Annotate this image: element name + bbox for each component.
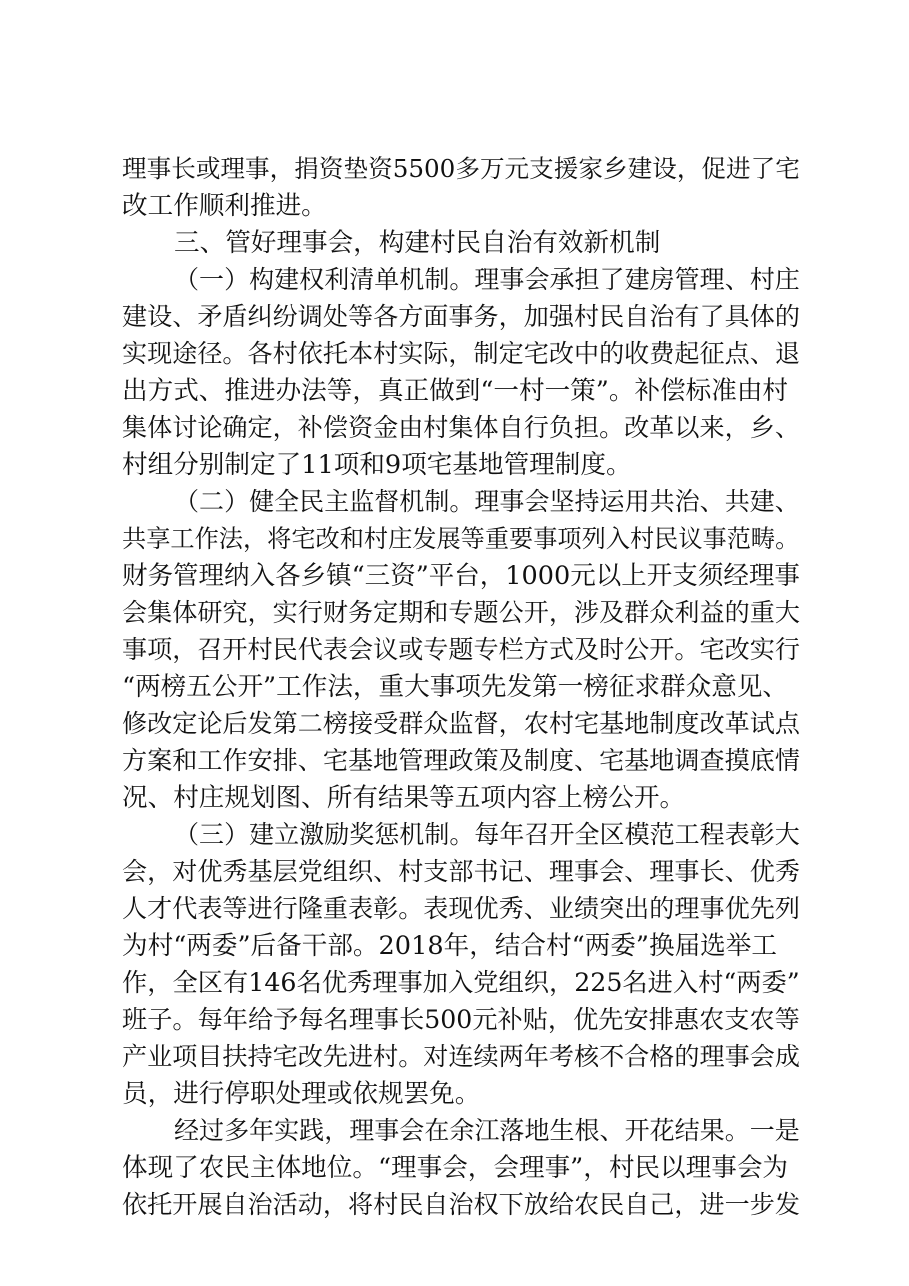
section-heading: 三、管好理事会，构建村民自治有效新机制 <box>174 228 661 258</box>
text-line: 班子。每年给予每名理事长500元补贴，优先安排惠农支农等 <box>122 1005 800 1034</box>
text-line: （二）健全民主监督机制。理事会坚持运用共治、共建、 <box>174 487 800 516</box>
text-line: （一）构建权利清单机制。理事会承担了建房管理、村庄 <box>174 265 800 294</box>
text-line: （三）建立激励奖惩机制。每年召开全区模范工程表彰大 <box>174 820 800 849</box>
text-line: 会集体研究，实行财务定期和专题公开，涉及群众利益的重大 <box>122 598 800 627</box>
text-line: 村组分别制定了11项和9项宅基地管理制度。 <box>122 450 632 480</box>
text-line: 体现了农民主体地位。“理事会，会理事”，村民以理事会为 <box>122 1153 789 1183</box>
text-line: 出方式、推进办法等，真正做到“一村一策”。补偿标准由村 <box>122 376 789 406</box>
text-line: 况、村庄规划图、所有结果等五项内容上榜公开。 <box>122 783 686 813</box>
text-line: 建设、矛盾纠纷调处等各方面事务，加强村民自治有了具体的 <box>122 302 800 331</box>
text-line: 员，进行停职处理或依规罢免。 <box>122 1079 481 1109</box>
text-line: 实现途径。各村依托本村实际，制定宅改中的收费起征点、退 <box>122 339 800 368</box>
text-line: 共享工作法，将宅改和村庄发展等重要事项列入村民议事范畴。 <box>122 525 800 553</box>
text-line: 集体讨论确定，补偿资金由村集体自行负担。改革以来，乡、 <box>122 413 800 442</box>
text-line: 人才代表等进行隆重表彰。表现优秀、业绩突出的理事优先列 <box>122 894 800 923</box>
text-line: 依托开展自治活动，将村民自治权下放给农民自己，进一步发 <box>122 1190 800 1219</box>
text-line: 修改定论后发第二榜接受群众监督，农村宅基地制度改革试点 <box>122 709 800 738</box>
text-line: 产业项目扶持宅改先进村。对连续两年考核不合格的理事会成 <box>122 1042 800 1071</box>
text-line: 改工作顺利推进。 <box>122 191 327 221</box>
text-line: 理事长或理事，捐资垫资5500多万元支援家乡建设，促进了宅 <box>122 154 800 183</box>
text-line: 作，全区有146名优秀理事加入党组织，225名进入村“两委” <box>122 968 800 997</box>
text-line: 方案和工作安排、宅基地管理政策及制度、宅基地调查摸底情 <box>122 746 800 775</box>
text-line: 会，对优秀基层党组织、村支部书记、理事会、理事长、优秀 <box>122 857 800 886</box>
text-line: 经过多年实践，理事会在余江落地生根、开花结果。一是 <box>174 1116 800 1145</box>
text-line: 财务管理纳入各乡镇“三资”平台，1000元以上开支须经理事 <box>122 561 800 591</box>
text-line: “两榜五公开”工作法，重大事项先发第一榜征求群众意见、 <box>122 672 789 702</box>
text-line: 为村“两委”后备干部。2018年，结合村“两委”换届选举工 <box>122 931 777 961</box>
text-line: 事项，召开村民代表会议或专题专栏方式及时公开。宅改实行 <box>122 635 800 664</box>
